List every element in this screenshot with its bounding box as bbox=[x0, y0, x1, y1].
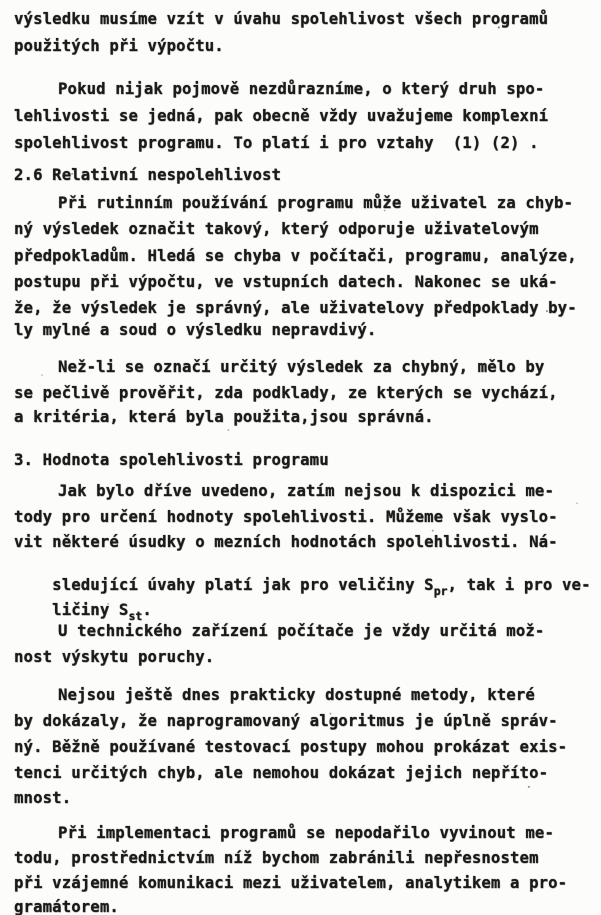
text-line-with-subscript bbox=[14, 558, 591, 598]
text-segment: ličiny S bbox=[52, 601, 129, 619]
text-line: lehlivosti se jedná, pak obecně vždy uvažujeme komplexní bbox=[14, 107, 549, 125]
text-segment: sledující úvahy platí jak pro veličiny S bbox=[52, 576, 434, 594]
text-line: spolehlivost programu. To platí i pro vztahy (1) (2) . bbox=[14, 134, 539, 152]
text-line: tenci určitých chyb, ale nemohou dokázat jejich nepříto- bbox=[14, 764, 549, 782]
text-line: předpokladům. Hledá se chyba v počítači, programu, analýze, bbox=[14, 247, 577, 265]
section-heading: 2.6 Relativní nespolehlivost bbox=[14, 166, 282, 184]
text-line: ly mylné a soud o výsledku nepravdivý. bbox=[14, 321, 377, 339]
text-line: se pečlivě prověřit, zda podklady, ze kterých se vychází, bbox=[14, 384, 558, 402]
text-line: tody pro určení hodnoty spolehlivosti. Můžeme však vyslo- bbox=[14, 508, 558, 526]
text-segment: . bbox=[142, 601, 152, 619]
text-line: ný. Běžně používané testovací postupy mohou prokázat exis- bbox=[14, 738, 568, 756]
text-line: Pokud nijak pojmově nezdůrazníme, o který druh spo- bbox=[58, 80, 545, 98]
text-line: U technického zařízení počítače je vždy určitá mož- bbox=[58, 622, 545, 640]
text-line: výsledku musíme vzít v úvahu spolehlivost všech programů bbox=[14, 10, 549, 28]
text-line: při vzájemné komunikaci mezi uživatelem, analytikem a pro- bbox=[14, 874, 568, 892]
text-line: Při implementaci programů se nepodařilo vyvinout me- bbox=[58, 824, 554, 842]
text-line: todu, prostřednictvím níž bychom zabránili nepřesnostem bbox=[14, 849, 539, 867]
text-line: ný výsledek označit takový, který odporuje uživatelovým bbox=[14, 220, 539, 238]
text-line: použitých při výpočtu. bbox=[14, 37, 224, 55]
text-line: Jak bylo dříve uvedeno, zatím nejsou k dispozici me- bbox=[58, 482, 554, 500]
text-line: Než-li se označí určitý výsledek za chybný, mělo by bbox=[58, 358, 545, 376]
text-line: Při rutinním používání programu může uživatel za chyb- bbox=[58, 194, 574, 212]
text-line: Nejsou ještě dnes prakticky dostupné metody, které bbox=[58, 686, 535, 704]
text-line: vit některé úsudky o mezních hodnotách spolehlivosti. Ná- bbox=[14, 533, 558, 551]
text-line-with-subscript bbox=[14, 583, 152, 623]
text-line: nost výskytu poruchy. bbox=[14, 648, 215, 666]
subscript: st bbox=[128, 609, 143, 623]
text-segment: , tak i pro ve- bbox=[447, 576, 591, 594]
text-line: postupu při výpočtu, ve vstupních datech. Nakonec se uká- bbox=[14, 273, 558, 291]
text-line: gramátorem. bbox=[14, 898, 119, 915]
text-line: že, že výsledek je správný, ale uživatelovy předpoklady by- bbox=[14, 299, 577, 317]
text-line: by dokázaly, že naprogramovaný algoritmus je úplně správ- bbox=[14, 712, 558, 730]
text-line: mnost. bbox=[14, 789, 72, 807]
subscript: pr bbox=[433, 584, 448, 598]
section-heading: 3. Hodnota spolehlivosti programu bbox=[14, 451, 329, 469]
text-line: a kritéria, která byla použita,jsou správná. bbox=[14, 408, 434, 426]
